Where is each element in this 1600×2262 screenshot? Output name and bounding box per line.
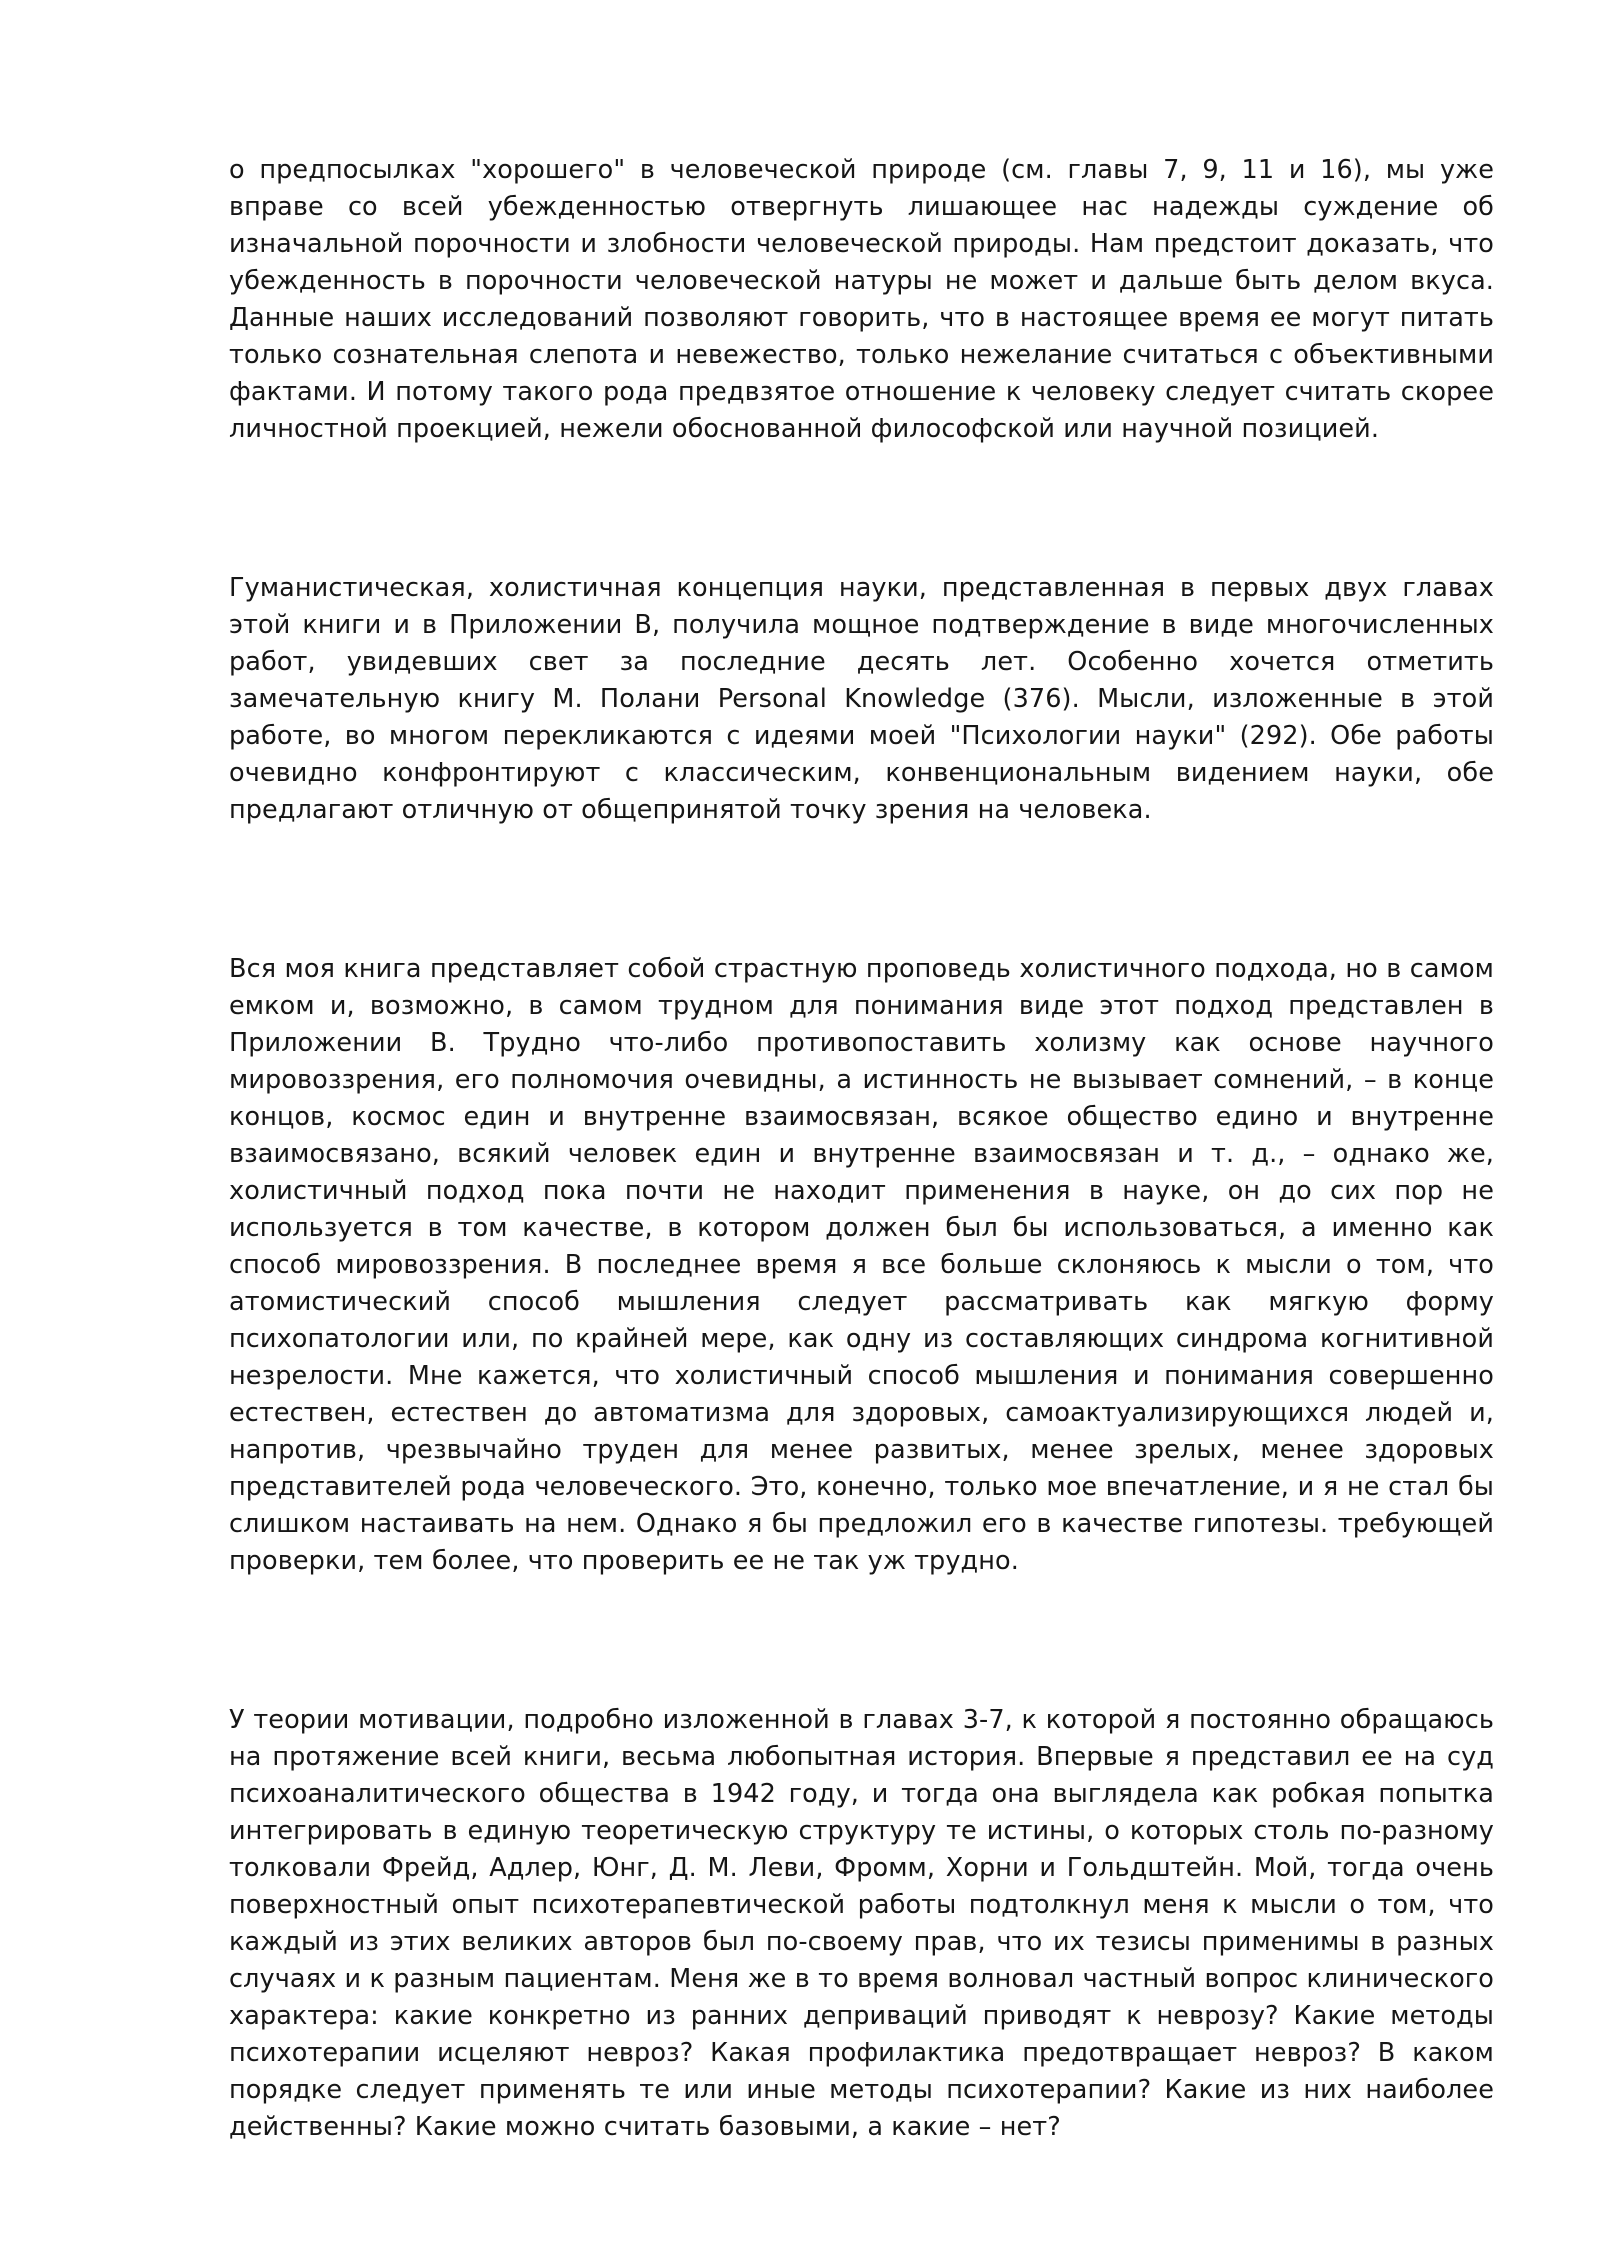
paragraph: Вся моя книга представляет собой страстную проповедь холистичного подхода, но в самом емком и, возможно, в самом трудном для понимания виде этот подход представлен в Приложении В. Трудно что-либо противопоставить холизму как основе научного мировоззрения, его полномочия очевидны, а истинность не вызывает сомнений, – в конце концов, космос един и внутренне взаимосвязан, всякое общество едино и внутренне взаимосвязано, всякий человек един и внутренне взаимосвязан и т. д., – однако же, холистичный подход пока почти не находит применения в науке, он до сих пор не используется в том качестве, в котором должен был бы использоваться, а именно как способ мировоззрения. В последнее время я все больше склоняюсь к мысли о том, что атомистический способ мышления следует рассматривать как мягкую форму психопатологии или, по крайней мере, как одну из составляющих синдрома когнитивной незрелости. Мне кажется, что холистичный способ мышления и понимания совершенно естествен, естествен до автоматизма для здоровых, самоактуализирующихся людей и, напротив, чрезвычайно труден для менее развитых, менее зрелых, менее здоровых представителей рода человеческого. Это, конечно, только мое впечатление, и я не стал бы слишком настаивать на нем. Однако я бы предложил его в качестве гипотезы. требующей проверки, тем более, что проверить ее не так уж трудно.	[229, 954, 1494, 1576]
paragraph: Гуманистическая, холистичная концепция науки, представленная в первых двух главах этой книги и в Приложении В, получила мощное подтверждение в виде многочисленных работ, увидевших свет за последние десять лет. Особенно хочется отметить замечательную книгу М. Полани Personal Knowledge (376). Мысли, изложенные в этой работе, во многом перекликаются с идеями моей "Психологии науки" (292). Обе работы очевидно конфронтируют с классическим, конвенциональным видением науки, обе предлагают отличную от общепринятой точку зрения на человека.	[229, 573, 1494, 825]
paragraph: У теории мотивации, подробно изложенной в главах 3-7, к которой я постоянно обращаюсь на протяжение всей книги, весьма любопытная история. Впервые я представил ее на суд психоаналитического общества в 1942 году, и тогда она выглядела как робкая попытка интегрировать в единую теоретическую структуру те истины, о которых столь по-разному толковали Фрейд, Адлер, Юнг, Д. М. Леви, Фромм, Хорни и Гольдштейн. Мой, тогда очень поверхностный опыт психотерапевтической работы подтолкнул меня к мысли о том, что каждый из этих великих авторов был по-своему прав, что их тезисы применимы в разных случаях и к разным пациентам. Меня же в то время волновал частный вопрос клинического характера: какие конкретно из ранних деприваций приводят к неврозу? Какие методы психотерапии исцеляют невроз? Какая профилактика предотвращает невроз? В каком порядке следует применять те или иные методы психотерапии? Какие из них наиболее действенны? Какие можно считать базовыми, а какие – нет?	[229, 1705, 1494, 2142]
document-page	[229, 152, 1494, 2146]
paragraph: о предпосылках "хорошего" в человеческой природе (см. главы 7, 9, 11 и 16), мы уже вправе со всей убежденностью отвергнуть лишающее нас надежды суждение об изначальной порочности и злобности человеческой природы. Нам предстоит доказать, что убежденность в порочности человеческой натуры не может и дальше быть делом вкуса. Данные наших исследований позволяют говорить, что в настоящее время ее могут питать только сознательная слепота и невежество, только нежелание считаться с объективными фактами. И потому такого рода предвзятое отношение к человеку следует считать скорее личностной проекцией, нежели обоснованной философской или научной позицией.	[229, 155, 1494, 444]
